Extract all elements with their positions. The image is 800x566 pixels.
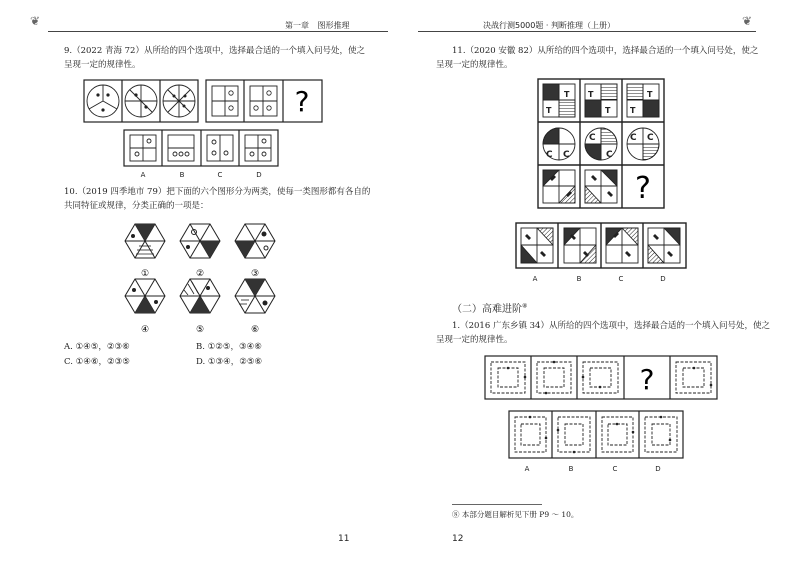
q10-choice-c[interactable]: C. ①④⑥，②③⑤ [64, 357, 130, 367]
header-left [285, 20, 350, 31]
header-rule-right [418, 31, 756, 32]
q1-question-mark: ? [639, 363, 655, 396]
svg-text:T: T [647, 90, 653, 99]
q11-option-a[interactable]: A [532, 275, 538, 283]
q10-choice-a[interactable]: A. ①④⑤，②③⑥ [64, 342, 130, 352]
section-footnote-mark: ⑧ [522, 302, 528, 310]
footnote-rule [452, 504, 542, 505]
svg-text:C: C [606, 150, 613, 160]
q1-option-a[interactable]: A [524, 465, 530, 473]
leaf-ornament-left: ❦ [30, 14, 41, 28]
section-heading [452, 300, 527, 315]
svg-text:T: T [546, 106, 552, 115]
section-title: （二）高难进阶 [452, 304, 522, 315]
svg-text:C: C [589, 133, 596, 143]
q1-option-b[interactable]: B [568, 465, 574, 473]
leaf-ornament-right: ❦ [742, 14, 753, 28]
q11-option-c[interactable]: C [618, 275, 624, 283]
q9-stimulus [84, 78, 384, 123]
svg-text:T: T [630, 106, 636, 115]
q1-options[interactable] [508, 410, 688, 460]
q10-fig-6-label: ⑥ [250, 325, 260, 335]
q11-stem-line2: 呈现一定的规律性。 [436, 60, 513, 70]
svg-text:C: C [563, 150, 570, 160]
q11-option-b[interactable]: B [576, 275, 582, 283]
q10-choice-b[interactable]: B. ①②⑤，③④⑥ [196, 342, 262, 352]
q11-options[interactable] [515, 222, 690, 270]
svg-text:C: C [647, 133, 654, 143]
footnote: ⑧ 本部分题目解析见下册 P9 ～ 10。 [452, 510, 579, 519]
q9-option-a[interactable]: A [140, 171, 146, 179]
q11-option-d[interactable]: D [660, 275, 666, 283]
q1-option-d[interactable]: D [655, 465, 661, 473]
q11-stimulus-grid [537, 78, 667, 210]
q10-choice-d[interactable]: D. ①③④，②⑤⑥ [196, 357, 263, 367]
header-rule-left [48, 31, 388, 32]
svg-text:T: T [564, 90, 570, 99]
q9-question-mark: ? [294, 85, 310, 118]
q10-fig-5-label: ⑤ [195, 325, 205, 335]
chapter-label: 第一章 [285, 21, 309, 30]
right-page-number: 12 [452, 534, 464, 544]
q10-stem-line2: 共同特征或规律，分类正确的一项是： [64, 201, 209, 211]
q1-stem-line2: 呈现一定的规律性。 [436, 335, 513, 345]
left-page-number: 11 [338, 534, 350, 544]
q10-fig-1-label: ① [140, 269, 150, 279]
q9-options[interactable] [124, 129, 284, 167]
q11-stem-line1: 11.（2020 安徽 82）从所给的四个选项中，选择最合适的一个填入问号处，使之 [452, 46, 759, 56]
header-right: 决战行测5000题 · 判断推理（上册） [483, 21, 615, 30]
q9-stem-line2: 呈现一定的规律性。 [64, 60, 141, 70]
q10-fig-2-label: ② [195, 269, 205, 279]
q9-option-d[interactable]: D [256, 171, 262, 179]
q10-fig-4-label: ④ [140, 325, 150, 335]
q11-question-mark: ? [635, 171, 651, 206]
svg-text:C: C [546, 150, 553, 160]
q9-option-b[interactable]: B [179, 171, 185, 179]
q9-stem-line1: 9.（2022 青海 72）从所给的四个选项中，选择最合适的一个填入问号处，使之 [64, 46, 365, 56]
svg-text:T: T [588, 90, 594, 99]
q1-option-c[interactable]: C [612, 465, 618, 473]
svg-text:C: C [630, 133, 637, 143]
q10-stem-line1: 10.（2019 四季地市 79）把下面的六个图形分为两类，使每一类图形都有各自的 [64, 187, 371, 197]
q9-option-c[interactable]: C [217, 171, 223, 179]
q1-stem-line1: 1.（2016 广东乡镇 34）从所给的四个选项中，选择最合适的一个填入问号处，使之 [452, 321, 770, 331]
q1-stimulus [484, 355, 724, 401]
q10-fig-3-label: ③ [250, 269, 260, 279]
chapter-title: 图形推理 [317, 21, 350, 30]
svg-text:T: T [605, 106, 611, 115]
q10-hexagon-figures [120, 218, 280, 336]
